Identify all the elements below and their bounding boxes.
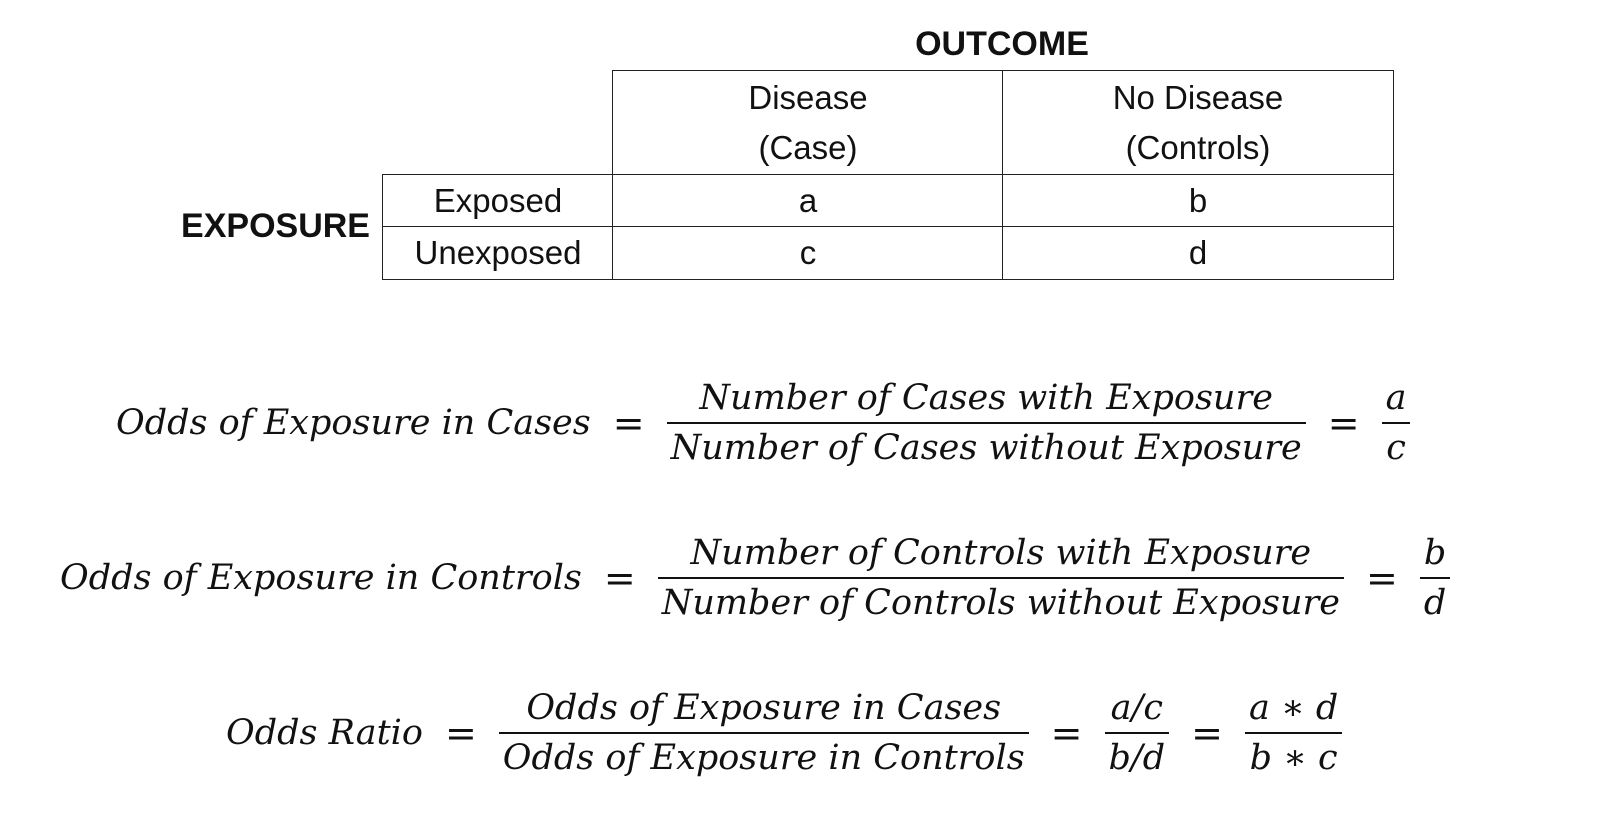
eq1-numerator: Number of Cases with Exposure — [699, 378, 1273, 418]
eq3-lhs: Odds Ratio — [226, 713, 423, 753]
row-label-exposed-text: Exposed — [433, 182, 563, 219]
cell-b — [1002, 174, 1394, 228]
cell-c — [612, 226, 1004, 280]
eq1-fraction — [667, 378, 1306, 468]
header-no-disease-line1: No Disease — [1112, 79, 1284, 116]
cell-b-text: b — [1188, 182, 1208, 219]
row-label-exposed — [382, 174, 614, 228]
eq3-fraction — [499, 688, 1029, 778]
cell-c-text: c — [799, 234, 817, 271]
eq3-result-numerator: a ∗ d — [1248, 688, 1339, 728]
cell-d — [1002, 226, 1394, 280]
eq1-result-numerator: a — [1385, 378, 1407, 418]
equation-odds-ratio — [0, 688, 1600, 778]
header-disease-line1: Disease — [748, 79, 868, 116]
eq2-result-fraction — [1420, 533, 1450, 623]
eq1-equals-1: = — [612, 401, 645, 445]
eq3-result-fraction — [1245, 688, 1342, 778]
equation-odds-exposure-cases — [0, 378, 1600, 468]
eq3-numerator: Odds of Exposure in Cases — [526, 688, 1002, 728]
exposure-title: EXPOSURE — [181, 207, 370, 245]
eq2-equals-1: = — [603, 556, 636, 600]
cell-d-text: d — [1188, 234, 1208, 271]
eq1-result-denominator: c — [1386, 428, 1406, 468]
eq3-equals-3: = — [1191, 711, 1223, 755]
eq3-mid-fraction — [1105, 688, 1170, 778]
row-label-unexposed-text: Unexposed — [414, 234, 582, 271]
cell-a — [612, 174, 1004, 228]
eq2-denominator: Number of Controls without Exposure — [661, 583, 1340, 623]
header-no-disease-line2: (Controls) — [1125, 129, 1271, 166]
eq3-equals-2: = — [1050, 711, 1083, 755]
eq3-mid-numerator: a/c — [1110, 688, 1163, 728]
eq2-result-denominator: d — [1423, 583, 1447, 623]
outcome-title: OUTCOME — [915, 25, 1089, 63]
eq2-result-numerator: b — [1423, 533, 1447, 573]
eq3-mid-denominator: b/d — [1108, 738, 1166, 778]
eq1-result-fraction — [1382, 378, 1411, 468]
cell-a-text: a — [798, 182, 818, 219]
eq2-lhs: Odds of Exposure in Controls — [60, 558, 582, 598]
eq2-fraction — [658, 533, 1344, 623]
header-disease-cell — [612, 70, 1004, 176]
eq3-denominator: Odds of Exposure in Controls — [502, 738, 1025, 778]
eq1-denominator: Number of Cases without Exposure — [670, 428, 1302, 468]
eq2-equals-2: = — [1366, 556, 1398, 600]
eq3-equals-1: = — [444, 711, 477, 755]
eq3-result-denominator: b ∗ c — [1249, 738, 1338, 778]
eq2-numerator: Number of Controls with Exposure — [690, 533, 1312, 573]
eq1-equals-2: = — [1327, 401, 1360, 445]
header-disease-line2: (Case) — [758, 129, 858, 166]
row-label-unexposed — [382, 226, 614, 280]
eq1-lhs: Odds of Exposure in Cases — [116, 403, 591, 443]
header-no-disease-cell — [1002, 70, 1394, 176]
equation-odds-exposure-controls — [0, 533, 1600, 623]
